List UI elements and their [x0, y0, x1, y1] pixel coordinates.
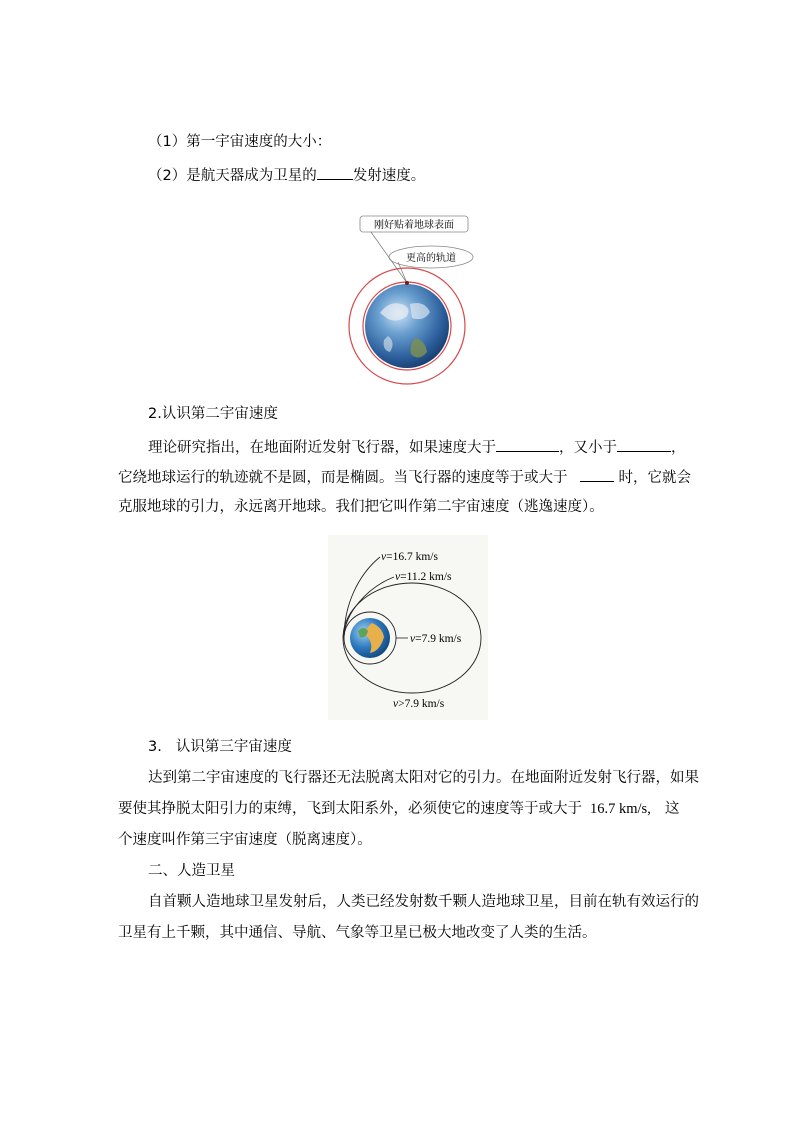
section-3-heading [148, 737, 292, 757]
section-3-title: 认识第三宇宙速度 [175, 739, 292, 755]
earth-icon [365, 284, 449, 368]
item-2-text-pre: （2）是航天器成为卫星的 [148, 168, 317, 184]
label-higher: 更高的轨道 [406, 253, 456, 264]
section-3-line-1: 达到第二宇宙速度的飞行器还无法脱离太阳对它的引力。在地面附近发射飞行器，如果 [148, 770, 699, 786]
orbit-figure [340, 208, 480, 390]
label-v-11-2: v=11.2 km/s [395, 571, 452, 583]
section-2-text: ， [671, 440, 686, 456]
item-2-text-post: 发射速度。 [352, 168, 426, 184]
label-v-16-7: v=16.7 km/s [381, 551, 438, 563]
section-2-line-1 [148, 436, 686, 458]
cosmic-velocity-figure [328, 535, 488, 720]
section-4-line-2: 卫星有上千颗，其中通信、导航、气象等卫星已极大地改变了人类的生活。 [118, 925, 597, 941]
section-2-text: 理论研究指出，在地面附近发射飞行器，如果速度大于 [148, 440, 496, 456]
label-surface: 刚好贴着地球表面 [374, 220, 454, 231]
section-2-text: 时，它就会 [618, 470, 691, 486]
section-2-text: 它绕地球运行的轨迹就不是圆，而是椭圆。当飞行器的速度等于或大于 [118, 470, 568, 486]
section-4-heading: 二、人造卫星 [148, 863, 235, 879]
section-2-text: ，又小于 [559, 440, 617, 456]
satellite-point [405, 281, 409, 285]
item-2-line [148, 164, 425, 186]
section-2-line-2 [118, 466, 691, 488]
section-2-line-3: 克服地球的引力，永远离开地球。我们把它叫作第二宇宙速度（逃逸速度）。 [118, 499, 604, 515]
fill-blank-4[interactable] [580, 466, 614, 482]
speed-value: 16.7 km/s, [590, 801, 651, 817]
fill-blank-3[interactable] [617, 436, 671, 452]
label-v-gt-7-9: v>7.9 km/s [393, 698, 445, 710]
section-4-line-1: 自首颗人造地球卫星发射后，人类已经发射数千颗人造地球卫星，目前在轨有效运行的 [148, 894, 699, 910]
section-3-number: 3. [148, 739, 162, 755]
section-2-heading: 2.认识第二宇宙速度 [148, 406, 278, 422]
label-v-7-9: v=7.9 km/s [410, 633, 462, 645]
section-3-text: 要使其挣脱太阳引力的束缚，飞到太阳系外，必须使它的速度等于或大于 [118, 801, 582, 817]
section-3-text: 这 [664, 801, 680, 817]
section-3-line-3: 个速度叫作第三宇宙速度（脱离速度）。 [118, 832, 372, 848]
fill-blank-1[interactable] [317, 164, 353, 180]
section-3-line-2 [118, 799, 679, 819]
item-1-text: （1）第一宇宙速度的大小： [148, 134, 332, 150]
fill-blank-2[interactable] [496, 436, 559, 452]
